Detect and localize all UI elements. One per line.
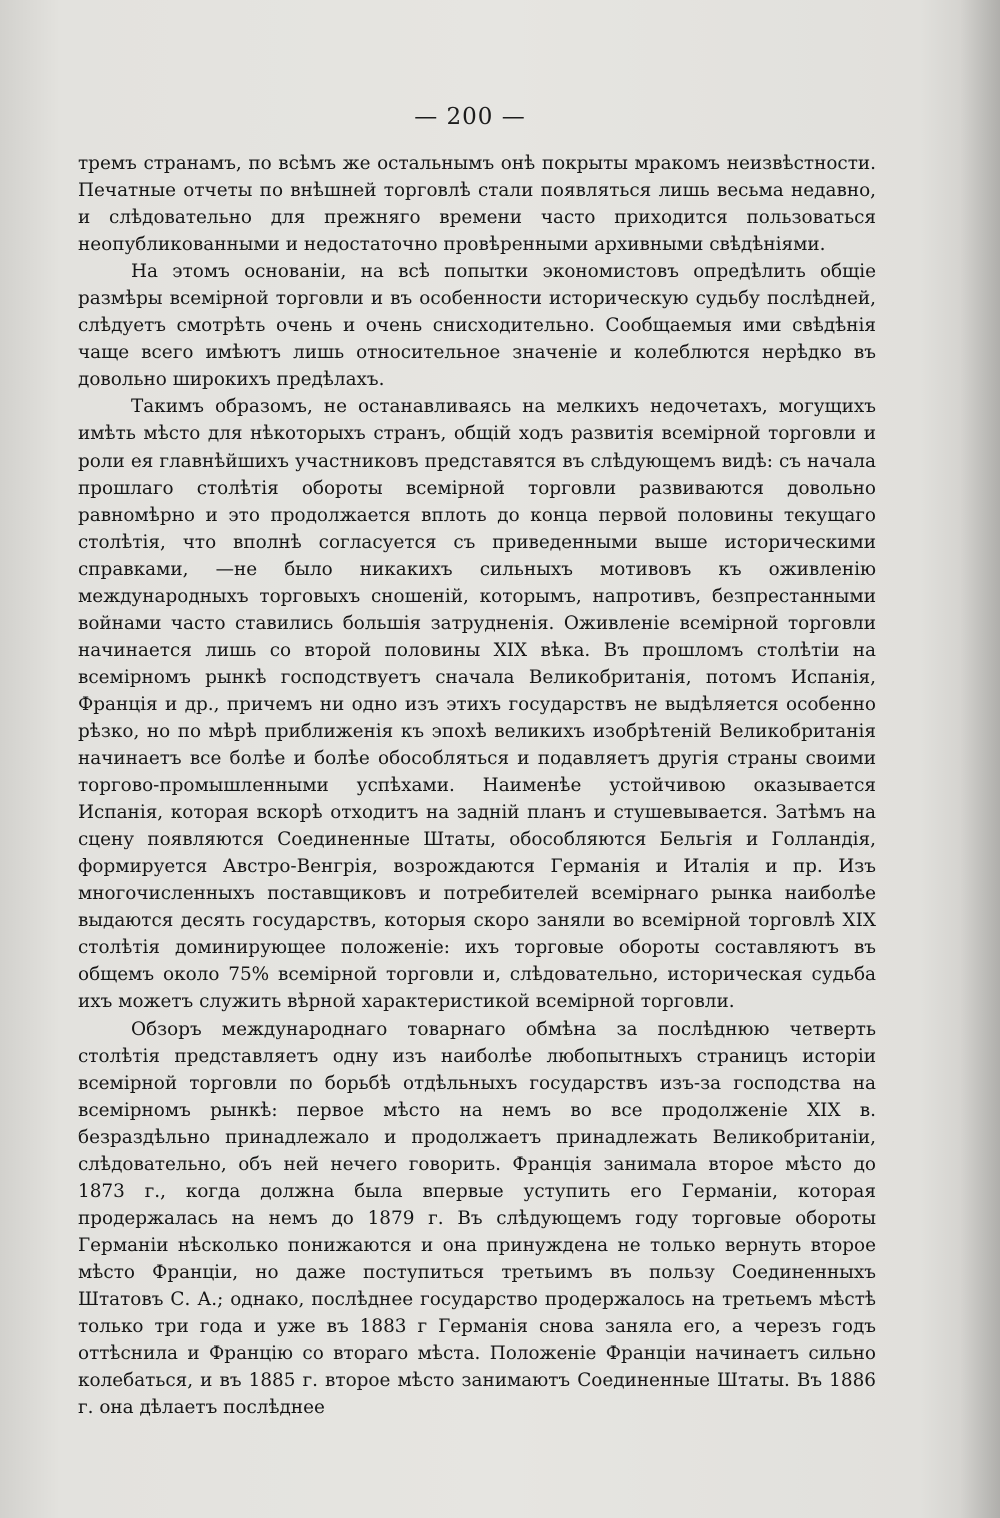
paragraph-4: Обзоръ международнаго товарнаго обмѣна за послѣднюю четверть столѣтія представляетъ одну изъ наиболѣе любопытныхъ страницъ исторіи всемірной торговли по борьбѣ отдѣльныхъ государствъ изъ-за господства на всемірномъ рынкѣ: первое мѣсто на немъ во все продолженіе XIX в. безраздѣльно принадлежало и продолжаетъ принадлежать Великобританіи, слѣдовательно, объ ней нечего говорить. Франція занимала второе мѣсто до 1873 г., когда должна была впервые уступить его Германіи, которая продержалась на немъ до 1879 г. Въ слѣдующемъ году торговые обороты Германіи нѣсколько понижаются и она принуждена не только вернуть второе мѣсто Франціи, но даже поступиться третьимъ въ пользу Соединенныхъ Штатовъ С. А.; однако, послѣднее государство продержалось на третьемъ мѣстѣ только три года и уже въ 1883 г Германія снова заняла его, а черезъ годъ оттѣснила и Францію со втораго мѣста. Положеніе Франціи начинаетъ сильно колебаться, и въ 1885 г. второе мѣсто занимаютъ Соединенные Штаты. Въ 1886 г. она дѣлаетъ послѣднее <box>78 1018 876 1419</box>
paragraph-1: тремъ странамъ, по всѣмъ же остальнымъ онѣ покрыты мракомъ неизвѣстности. Печатные отчеты по внѣшней торговлѣ стали появляться лишь весьма недавно, и слѣдовательно для прежняго времени часто приходится пользоваться неопубликованными и недостаточно провѣренными архивными свѣдѣніями. <box>78 153 876 256</box>
paragraph-2: На этомъ основаніи, на всѣ попытки экономистовъ опредѣлить общіе размѣры всемірной торговли и въ особенности историческую судьбу послѣдней, слѣдуетъ смотрѣть очень и очень снисходительно. Сообщаемыя ими свѣдѣнія чаще всего имѣютъ лишь относительное значеніе и колеблются нерѣдко въ довольно широкихъ предѣлахъ. <box>78 261 876 391</box>
body-text <box>78 150 876 1421</box>
paragraph-3: Такимъ образомъ, не останавливаясь на мелкихъ недочетахъ, могущихъ имѣть мѣсто для нѣкоторыхъ странъ, общій ходъ развитія всемірной торговли и роли ея главнѣйшихъ участниковъ представятся въ слѣдующемъ видѣ: съ начала прошлаго столѣтія обороты всемірной торговли развиваются довольно равномѣрно и это продолжается вплоть до конца первой половины текущаго столѣтія, что вполнѣ согласуется съ приведенными выше историческими справками, —не было никакихъ сильныхъ мотивовъ къ оживленію международныхъ торговыхъ сношеній, которымъ, напротивъ, безпрестанными войнами часто ставились большія затрудненія. Оживленіе всемірной торговли начинается лишь со второй половины XIX вѣка. Въ прошломъ столѣтіи на всемірномъ рынкѣ господствуетъ сначала Великобританія, потомъ Испанія, Франція и др., причемъ ни одно изъ этихъ государствъ не выдѣляется особенно рѣзко, но по мѣрѣ приближенія къ эпохѣ великихъ изобрѣтеній Великобританія начинаетъ все болѣе и болѣе обособляться и подавляетъ другія страны своими торгово-промышленными успѣхами. Наименѣе устойчивою оказывается Испанія, которая вскорѣ отходитъ на задній планъ и стушевывается. Затѣмъ на сцену появляются Соединенные Штаты, обособляются Бельгія и Голландія, формируется Австро-Венгрія, возрождаются Германія и Италія и пр. Изъ многочисленныхъ поставщиковъ и потребителей всемірнаго рынка наиболѣе выдаются десять государствъ, которыя скоро заняли во всемірной торговлѣ XIX столѣтія доминирующее положеніе: ихъ торговые обороты составляютъ въ общемъ около 75% всемірной торговли и, слѣдовательно, историческая судьба ихъ можетъ служить вѣрной характеристикой всемірной торговли. <box>78 396 876 1013</box>
page-number: — 200 — <box>414 104 526 130</box>
